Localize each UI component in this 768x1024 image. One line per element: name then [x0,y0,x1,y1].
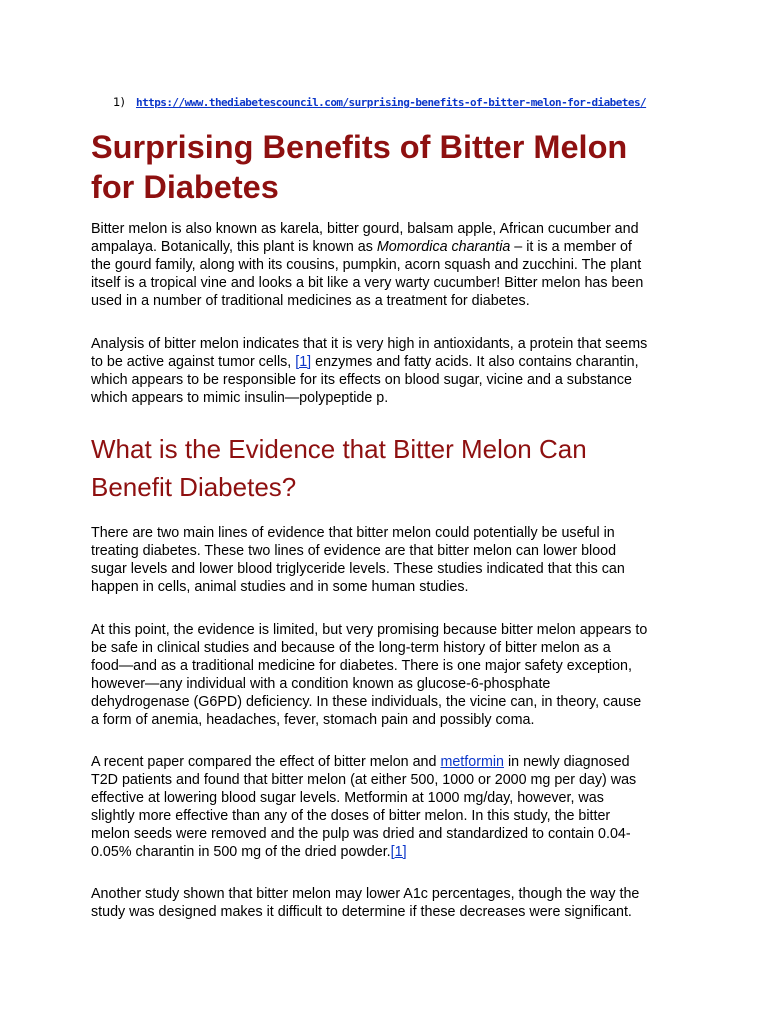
paragraph-line: treating diabetes. These two lines of evidence are that bitter melon can lower blood [91,543,617,559]
text-run: 0.05% charantin in 500 mg of the dried powder. [91,844,391,860]
article-title [91,127,691,207]
article-title-line: for Diabetes [91,169,279,205]
paragraph-line: There are two main lines of evidence that bitter melon could potentially be useful in [91,525,615,541]
source-url-link[interactable]: https://www.thediabetescouncil.com/surprising-benefits-of-bitter-melon-for-diabetes/ [136,96,647,109]
article-title-line: Surprising Benefits of Bitter Melon [91,129,628,165]
paragraph-analysis [91,335,691,407]
paragraph-line: Another study shown that bitter melon may lower A1c percentages, though the way the [91,886,640,902]
paragraph-line [91,238,691,256]
paragraph-line: dehydrogenase (G6PD) deficiency. In these individuals, the vicine can, in theory, cause [91,694,642,710]
paragraph-line: used in a number of traditional medicines as a treatment for diabetes. [91,293,530,309]
paragraph-line: however—any individual with a condition known as glucose-6-phosphate [91,676,551,692]
paragraph-line: study was designed makes it difficult to determine if these decreases were significant. [91,904,632,920]
paragraph-line: happen in cells, animal studies and in some human studies. [91,579,469,595]
paragraph-line: effective at lowering blood sugar levels. Metformin at 1000 mg/day, however, was [91,790,604,806]
paragraph-line [91,843,691,861]
section-heading-line: Benefit Diabetes? [91,472,297,502]
scientific-name: Momordica charantia [376,239,511,255]
paragraph-line: a form of anemia, headaches, fever, stomach pain and possibly coma. [91,712,535,728]
paragraph-metformin [91,753,691,861]
text-run: to be active against tumor cells, [91,354,296,370]
paragraph-line [91,353,691,371]
paragraph-safety [91,621,691,729]
source-number: 1) [113,95,125,109]
text-run: ampalaya. Botanically, this plant is known as [91,239,377,255]
section-heading-line: What is the Evidence that Bitter Melon Can [91,434,587,464]
paragraph-line: melon seeds were removed and the pulp was dried and standardized to contain 0.04- [91,826,631,842]
section-heading [91,430,691,506]
paragraph-line: food—and as a traditional medicine for diabetes. There is one major safety exception, [91,658,632,674]
paragraph-line: which appears to be responsible for its effects on blood sugar, vicine and a substance [91,372,632,388]
metformin-link[interactable]: metformin [440,754,504,770]
text-run: in newly diagnosed [504,754,630,770]
text-run: A recent paper compared the effect of bitter melon and [91,754,441,770]
paragraph-intro [91,220,691,310]
paragraph-line: which appears to mimic insulin—polypeptide p. [91,390,389,406]
paragraph-line: Analysis of bitter melon indicates that it is very high in antioxidants, a protein that seems [91,336,648,352]
paragraph-line: be safe in clinical studies and because of the long-term history of bitter melon as a [91,640,611,656]
paragraph-a1c [91,885,691,921]
paragraph-line: sugar levels and lower blood triglyceride levels. These studies indicated that this can [91,561,625,577]
paragraph-line [91,753,691,771]
paragraph-evidence [91,524,691,596]
paragraph-line: itself is a tropical vine and looks a bit like a very warty cucumber! Bitter melon has been [91,275,644,291]
paragraph-line: T2D patients and found that bitter melon (at either 500, 1000 or 2000 mg per day) was [91,772,637,788]
source-reference [113,93,646,112]
paragraph-line: At this point, the evidence is limited, but very promising because bitter melon appears to [91,622,648,638]
citation-link[interactable]: [1] [390,844,407,860]
paragraph-line: Bitter melon is also known as karela, bitter gourd, balsam apple, African cucumber and [91,221,639,237]
text-run: – it is a member of [510,239,632,255]
text-run: enzymes and fatty acids. It also contains charantin, [311,354,639,370]
citation-link[interactable]: [1] [295,354,312,370]
paragraph-line: the gourd family, along with its cousins, pumpkin, acorn squash and zucchini. The plant [91,257,642,273]
paragraph-line: slightly more effective than any of the doses of bitter melon. In this study, the bitter [91,808,611,824]
